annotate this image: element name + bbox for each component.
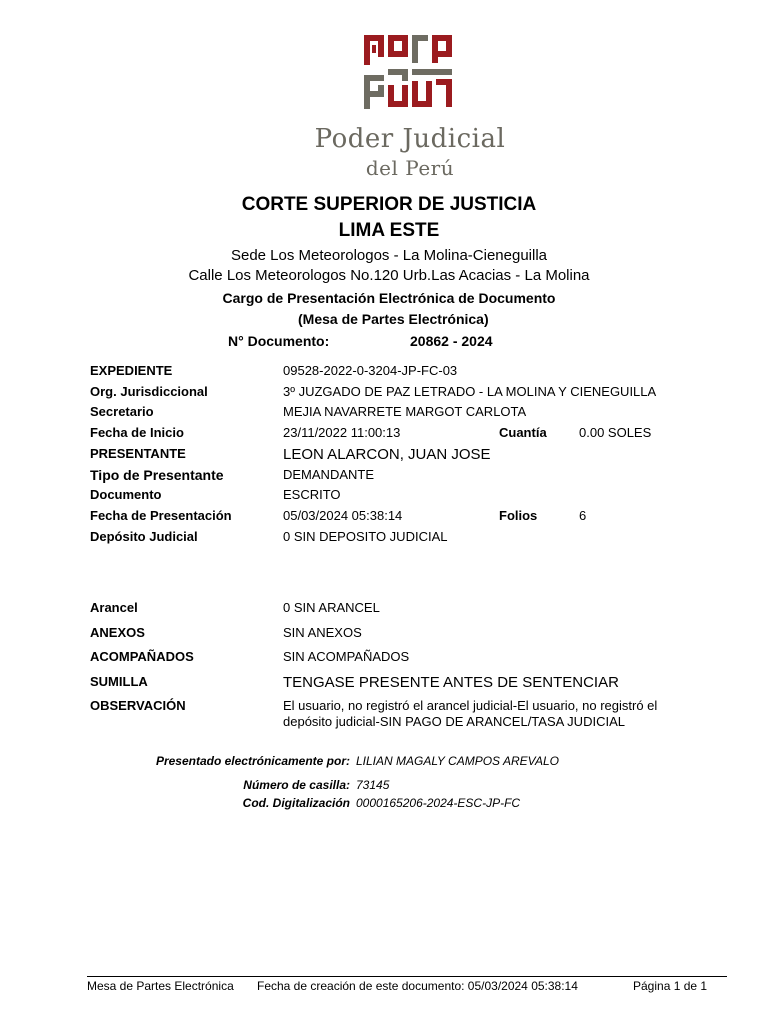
fecha-presentacion-label: Fecha de Presentación [90,508,232,523]
fecha-presentacion-value: 05/03/2024 05:38:14 [283,508,403,523]
org-value: 3º JUZGADO DE PAZ LETRADO - LA MOLINA Y CIENEGUILLA [283,384,657,399]
cod-label: Cod. Digitalización [242,796,350,810]
arancel-value: 0 SIN ARANCEL [283,600,380,615]
casilla-label: Número de casilla: [243,778,350,792]
org-label: Org. Jurisdiccional [90,384,208,399]
mesa-text: (Mesa de Partes Electrónica) [298,311,489,327]
casilla-value: 73145 [356,778,390,792]
doc-number-label: N° Documento: [228,333,330,349]
documento-value: ESCRITO [283,487,341,502]
poder-judicial-logo-icon [362,33,454,113]
presentado-value: LILIAN MAGALY CAMPOS AREVALO [356,754,559,768]
tipo-label: Tipo de Presentante [90,467,224,483]
secretario-label: Secretario [90,404,154,419]
acompanados-label: ACOMPAÑADOS [90,649,194,664]
org-name-line1: Poder Judicial [314,124,506,154]
footer-page: Página 1 de 1 [633,979,708,993]
anexos-label: ANEXOS [90,625,145,640]
footer-left: Mesa de Partes Electrónica [87,979,234,993]
presentante-label: PRESENTANTE [90,446,186,461]
cargo-title: Cargo de Presentación Electrónica de Documento [222,290,556,306]
observacion-label: OBSERVACIÓN [90,698,186,713]
observacion-line2: depósito judicial-SIN PAGO DE ARANCEL/TASA JUDICIAL [283,714,625,729]
presentante-value: LEON ALARCON, JUAN JOSE [283,446,491,463]
cuantia-value: 0.00 SOLES [579,425,652,440]
court-subtitle: LIMA ESTE [338,220,440,241]
deposito-value: 0 SIN DEPOSITO JUDICIAL [283,529,448,544]
doc-number-value: 20862 - 2024 [410,333,493,349]
expediente-value: 09528-2022-0-3204-JP-FC-03 [283,363,458,378]
sumilla-value: TENGASE PRESENTE ANTES DE SENTENCIAR [283,674,619,691]
documento-label: Documento [90,487,162,502]
acompanados-value: SIN ACOMPAÑADOS [283,649,410,664]
org-name-line2: del Perú [365,156,455,180]
footer-divider [87,976,727,977]
court-title: CORTE SUPERIOR DE JUSTICIA [241,194,537,215]
expediente-label: EXPEDIENTE [90,363,173,378]
sumilla-label: SUMILLA [90,674,148,689]
address-text: Calle Los Meteorologos No.120 Urb.Las Acacias - La Molina [188,267,590,284]
anexos-value: SIN ANEXOS [283,625,362,640]
cuantia-label: Cuantía [499,425,547,440]
presentado-label: Presentado electrónicamente por: [155,754,350,768]
footer-middle: Fecha de creación de este documento: 05/03/2024 05:38:14 [257,979,578,993]
deposito-label: Depósito Judicial [90,529,198,544]
folios-value: 6 [579,508,587,523]
secretario-value: MEJIA NAVARRETE MARGOT CARLOTA [283,404,527,419]
fecha-inicio-label: Fecha de Inicio [90,425,184,440]
sede-text: Sede Los Meteorologos - La Molina-Cieneguilla [230,247,548,264]
arancel-label: Arancel [90,600,138,615]
folios-label: Folios [499,508,538,523]
observacion-line1: El usuario, no registró el arancel judicial-El usuario, no registró el [283,698,658,713]
fecha-inicio-value: 23/11/2022 11:00:13 [283,425,401,440]
cod-value: 0000165206-2024-ESC-JP-FC [356,796,521,810]
tipo-value: DEMANDANTE [283,467,375,482]
